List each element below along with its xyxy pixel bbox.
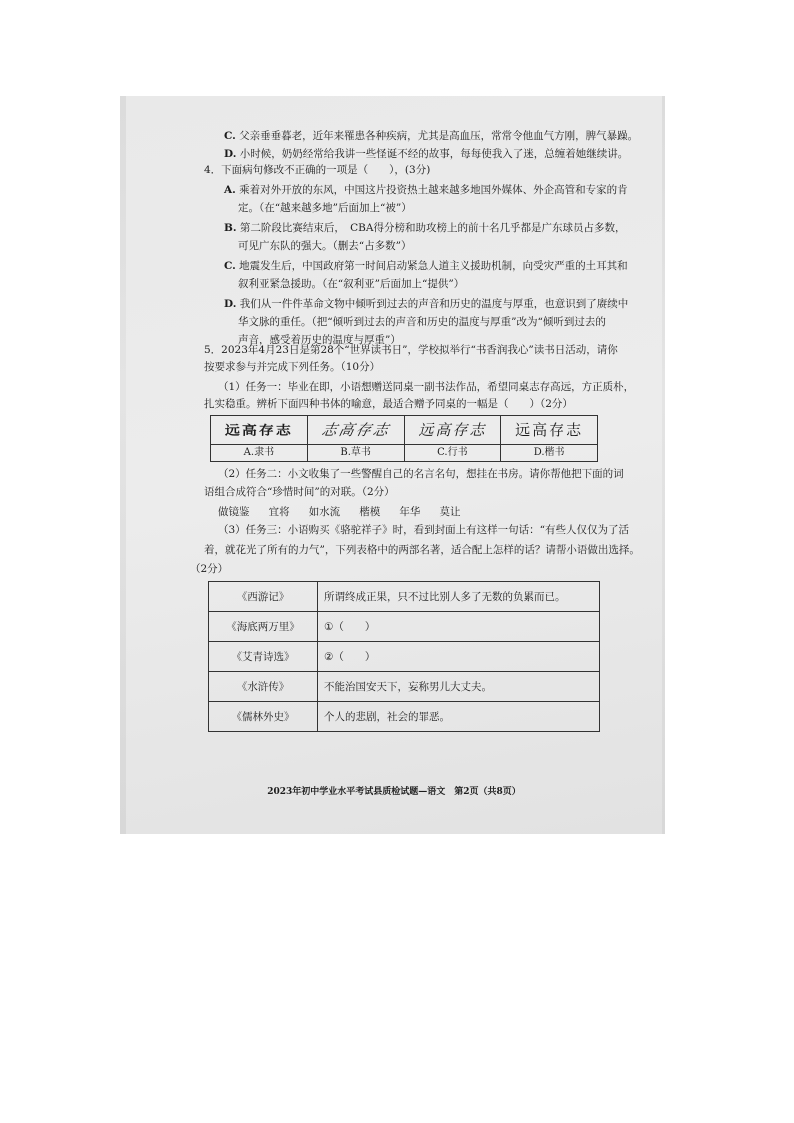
- word-1: 做镜鉴: [218, 506, 250, 518]
- calligraphy-c: 远高存志: [404, 416, 501, 445]
- q4-stem: 4．下面病句修改不正确的一项是（ ），(3分): [204, 164, 431, 176]
- book-name: 《西游记》: [209, 582, 318, 612]
- caption-a: A.隶书: [211, 445, 308, 462]
- book-name: 《儒林外史》: [209, 702, 318, 732]
- calligraphy-d: 远高存志: [501, 416, 598, 445]
- table-row: [209, 612, 600, 642]
- q5-task1: （1）任务一：毕业在即，小语想赠送同桌一副书法作品，希望同桌志存高远，方正质朴，: [218, 381, 635, 393]
- book-quote: 所谓终成正果，只不过比别人多了无数的负累而已。: [318, 582, 600, 612]
- q5-stem: 5．2023年4月23日是第28个“世界读书日”，学校拟举行“书香润我心”读书日活动，请你: [204, 344, 618, 356]
- q4-option-a-cont: 定。（在“越来越多地”后面加上“被”）: [238, 202, 412, 214]
- q5-task3-score: （2分）: [190, 563, 229, 575]
- q4-option-d-cont1: 华文脉的重任。（把“倾听到过去的声音和历史的温度与厚重”改为“倾听到过去的: [238, 316, 606, 328]
- calligraphy-b: 志高存志: [307, 416, 404, 445]
- q5-task3-cont: 着，就花光了所有的力气”，下列表格中的两部名著，适合配上怎样的话？请帮小语做出选择。: [204, 544, 640, 556]
- word-6: 莫让: [439, 506, 461, 518]
- book-name: 《海底两万里》: [209, 612, 318, 642]
- book-name: 《水浒传》: [209, 672, 318, 702]
- q4-option-b: B. 第二阶段比赛结束后， CBA得分榜和助攻榜上的前十名几乎都是广东球员占多数，: [224, 222, 626, 234]
- q5-task1-cont: 扎实稳重。辨析下面四种书体的喻意，最适合赠予同桌的一幅是（ ）（2分）: [204, 398, 573, 410]
- calligraphy-table: [210, 415, 598, 462]
- q5-stem-cont: 按要求参与并完成下列任务。（10分）: [204, 361, 381, 373]
- q4-option-a: A. 乘着对外开放的东风，中国这片投资热土越来越多地国外媒体、外企高管和专家的肯: [224, 184, 628, 196]
- q5-task2: （2）任务二：小文收集了一些警醒自己的名言名句，想挂在书房。请你帮他把下面的词: [218, 468, 624, 480]
- q4-option-d-cont2: 声音，感受着历史的温度与厚重”）: [238, 334, 401, 346]
- book-name: 《艾青诗选》: [209, 642, 318, 672]
- caption-b: B.草书: [307, 445, 404, 462]
- task2-word-list: [218, 504, 460, 520]
- q5-task2-cont: 语组合成符合“珍惜时间”的对联。（2分）: [204, 486, 395, 498]
- book-quote: ①（ ）: [318, 612, 600, 642]
- document-photo: [120, 96, 665, 834]
- page-footer: 2023年初中学业水平考试县质检试题—语文 第2页（共8页）: [267, 787, 521, 797]
- books-table: [208, 581, 600, 732]
- word-2: 宜将: [268, 506, 290, 518]
- q3-option-c: C. 父亲垂垂暮老，近年来罹患各种疾病，尤其是高血压，常常令他血气方刚，脾气暴躁。: [224, 130, 639, 142]
- book-quote: ②（ ）: [318, 642, 600, 672]
- word-5: 年华: [399, 506, 421, 518]
- q4-option-c: C. 地震发生后，中国政府第一时间启动紧急人道主义援助机制，向受灾严重的土耳其和: [224, 260, 628, 272]
- table-row: [209, 672, 600, 702]
- table-row: [209, 702, 600, 732]
- q4-option-d: D. 我们从一件件革命文物中倾听到过去的声音和历史的温度与厚重，也意识到了赓续中: [224, 298, 629, 310]
- q5-task3: （3）任务三：小语购买《骆驼祥子》时，看到封面上有这样一句话：“有些人仅仅为了活: [218, 524, 630, 536]
- exam-sheet: [126, 96, 662, 834]
- calligraphy-a: 远高存志: [211, 416, 308, 445]
- word-3: 如水流: [308, 506, 341, 518]
- q4-option-b-cont: 可见广东队的强大。（删去“占多数”）: [238, 240, 412, 252]
- word-4: 楷模: [359, 506, 381, 518]
- q4-option-c-cont: 叙利亚紧急援助。（在“叙利亚”后面加上“提供”）: [238, 278, 465, 290]
- table-row: [209, 642, 600, 672]
- book-quote: 个人的悲剧，社会的罪恶。: [318, 702, 600, 732]
- book-quote: 不能治国安天下，妄称男儿大丈夫。: [318, 672, 600, 702]
- caption-c: C.行书: [404, 445, 501, 462]
- caption-d: D.楷书: [501, 445, 598, 462]
- table-row: [209, 582, 600, 612]
- q3-option-d: D. 小时候，奶奶经常给我讲一些怪诞不经的故事，每每使我入了迷，总缠着她继续讲。: [224, 148, 629, 160]
